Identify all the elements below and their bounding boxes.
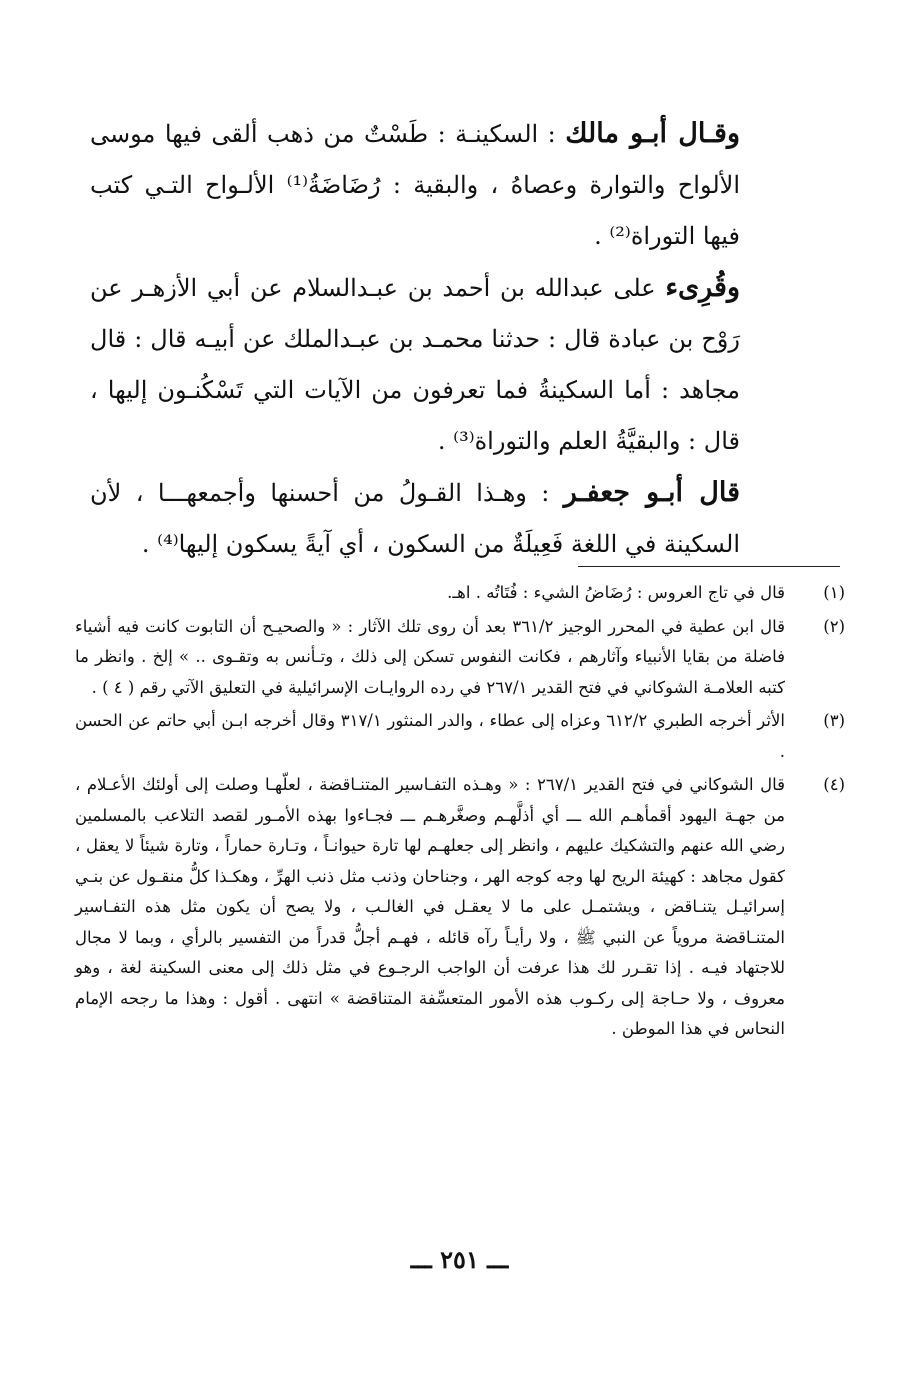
footnotes [75,578,845,1048]
footnote-number: (٣) [823,711,845,730]
paragraph-text: على عبدالله بن أحمد بن عبـدالسلام عن أبي الأزهـر عن رَوْح بن عبادة قال : حدثنا محمـد بن عبـدالملك عن أبيـه قال : قال مجاهد : أما السكينةُ فما تعرفون من الآيات التي تَسْكُنـون إليها ، قال : والبقيَّةُ العلم والتوراة⁽³⁾ . [90,274,740,455]
footnote [75,770,845,1045]
footnote-text: قال الشوكاني في فتح القدير ٢٦٧/١ : « وهـذه التفـاسير المتنـاقضة ، لعلّهـا وصلت إلى أولئك الأعـلام ، من جهـة اليهود أقمأهـم الله ـــ أي أذلَّهـم وصغَّرهـم ـــ فجـاءوا بهذه الأمـور لقصد التلاعب بالمسلمين رضي الله عنهم والتشكيك عليهم ، وانظر إلى جعلهـم لها تارة حيوانـاً ، وتـارة حماراً ، وتارة شيئاً لا يعقل ، كقول مجاهد : كهيئة الريح لها وجه كوجه الهر ، وجناحان وذنب مثل ذنب الهرِّ ، وهكـذا كلُّ منقـول عن بنـي إسرائيـل يتنـاقض ، ويشتمـل على ما لا يعقـل في الغالـب ، ولا يصح أن يكون مثل هذه التفـاسير المتنـاقضة مروياً عن النبي ﷺ ، ولا رأيـاً رآه قائله ، فهـم أجلُّ قدراً من التفسير بالرأي ، وبما لا مجال للاجتهاد فيـه . إذا تقـرر لك هذا عرفت أن الواجب الرجـوع في مثل ذلك إلى معنى السكينة لغة ، وهو معروف ، ولا حـاجة إلى ركـوب هذه الأمور المتعسِّفة المتناقضة » انتهى . أقول : وهذا ما رجحه الإمام النحاس في هذا الموطن . [75,775,785,1038]
footnote-number: (٤) [823,775,845,794]
footnote [75,612,845,704]
paragraph-text: : وهـذا القـولُ من أحسنها وأجمعهـــا ، لأن السكينة في اللغة فَعِيلَةٌ من السكون ، أي آيةً يسكون إليها⁽⁴⁾ . [90,479,740,558]
paragraph-3 [90,467,740,570]
speaker-lead: قال أبـو جعفـر [563,477,740,508]
footnote [75,706,845,767]
main-text [90,108,740,570]
footnote-text: قال ابن عطية في المحرر الوجيز ٣٦١/٢ بعد أن روى تلك الآثار : « والصحيـح أن التابوت كانت فيه أشياء فاضلة من بقايا الأنبياء وآثارهم ، فكانت النفوس تسكن إلى ذلك ، وتـأنس به وتقـوى .. » إلخ . وانظر ما كتبه العلامـة الشوكاني في فتح القدير ٢٦٧/١ في رده الروايـات الإسرائيلية في التعليق الآتي رقم ( ٤ ) . [75,616,786,697]
footnote-number: (٢) [823,616,845,636]
footnote-text: الأثر أخرجه الطبري ٦١٢/٢ وعزاه إلى عطاء ، والدر المنثور ٣١٧/١ وقال أخرجه ابـن أبي حاتم عن الحسن . [75,711,785,761]
speaker-lead: وقُرِىء [665,272,740,303]
paragraph-2 [90,262,740,467]
footnote-separator [578,566,840,567]
paragraph-text: : السكينـة : طَسْتٌ من ذهب ألقى فيها موسى الألواح والتوارة وعصاهُ ، والبقية : رُضَاضَةُ⁽¹⁾ الألـواح التـي كتب فيها التوراة⁽²⁾ . [90,120,741,250]
footnote [75,578,845,609]
speaker-lead: وقـال أبـو مالك [565,118,741,149]
paragraph-1 [90,108,740,262]
page-number: ـــ ٢٥١ ـــ [410,1245,509,1274]
footnote-number: (١) [823,583,845,602]
footnote-text: قال في تاج العروس : رُضَاضُ الشيء : فُتَاتُه . اهـ. [447,583,785,602]
